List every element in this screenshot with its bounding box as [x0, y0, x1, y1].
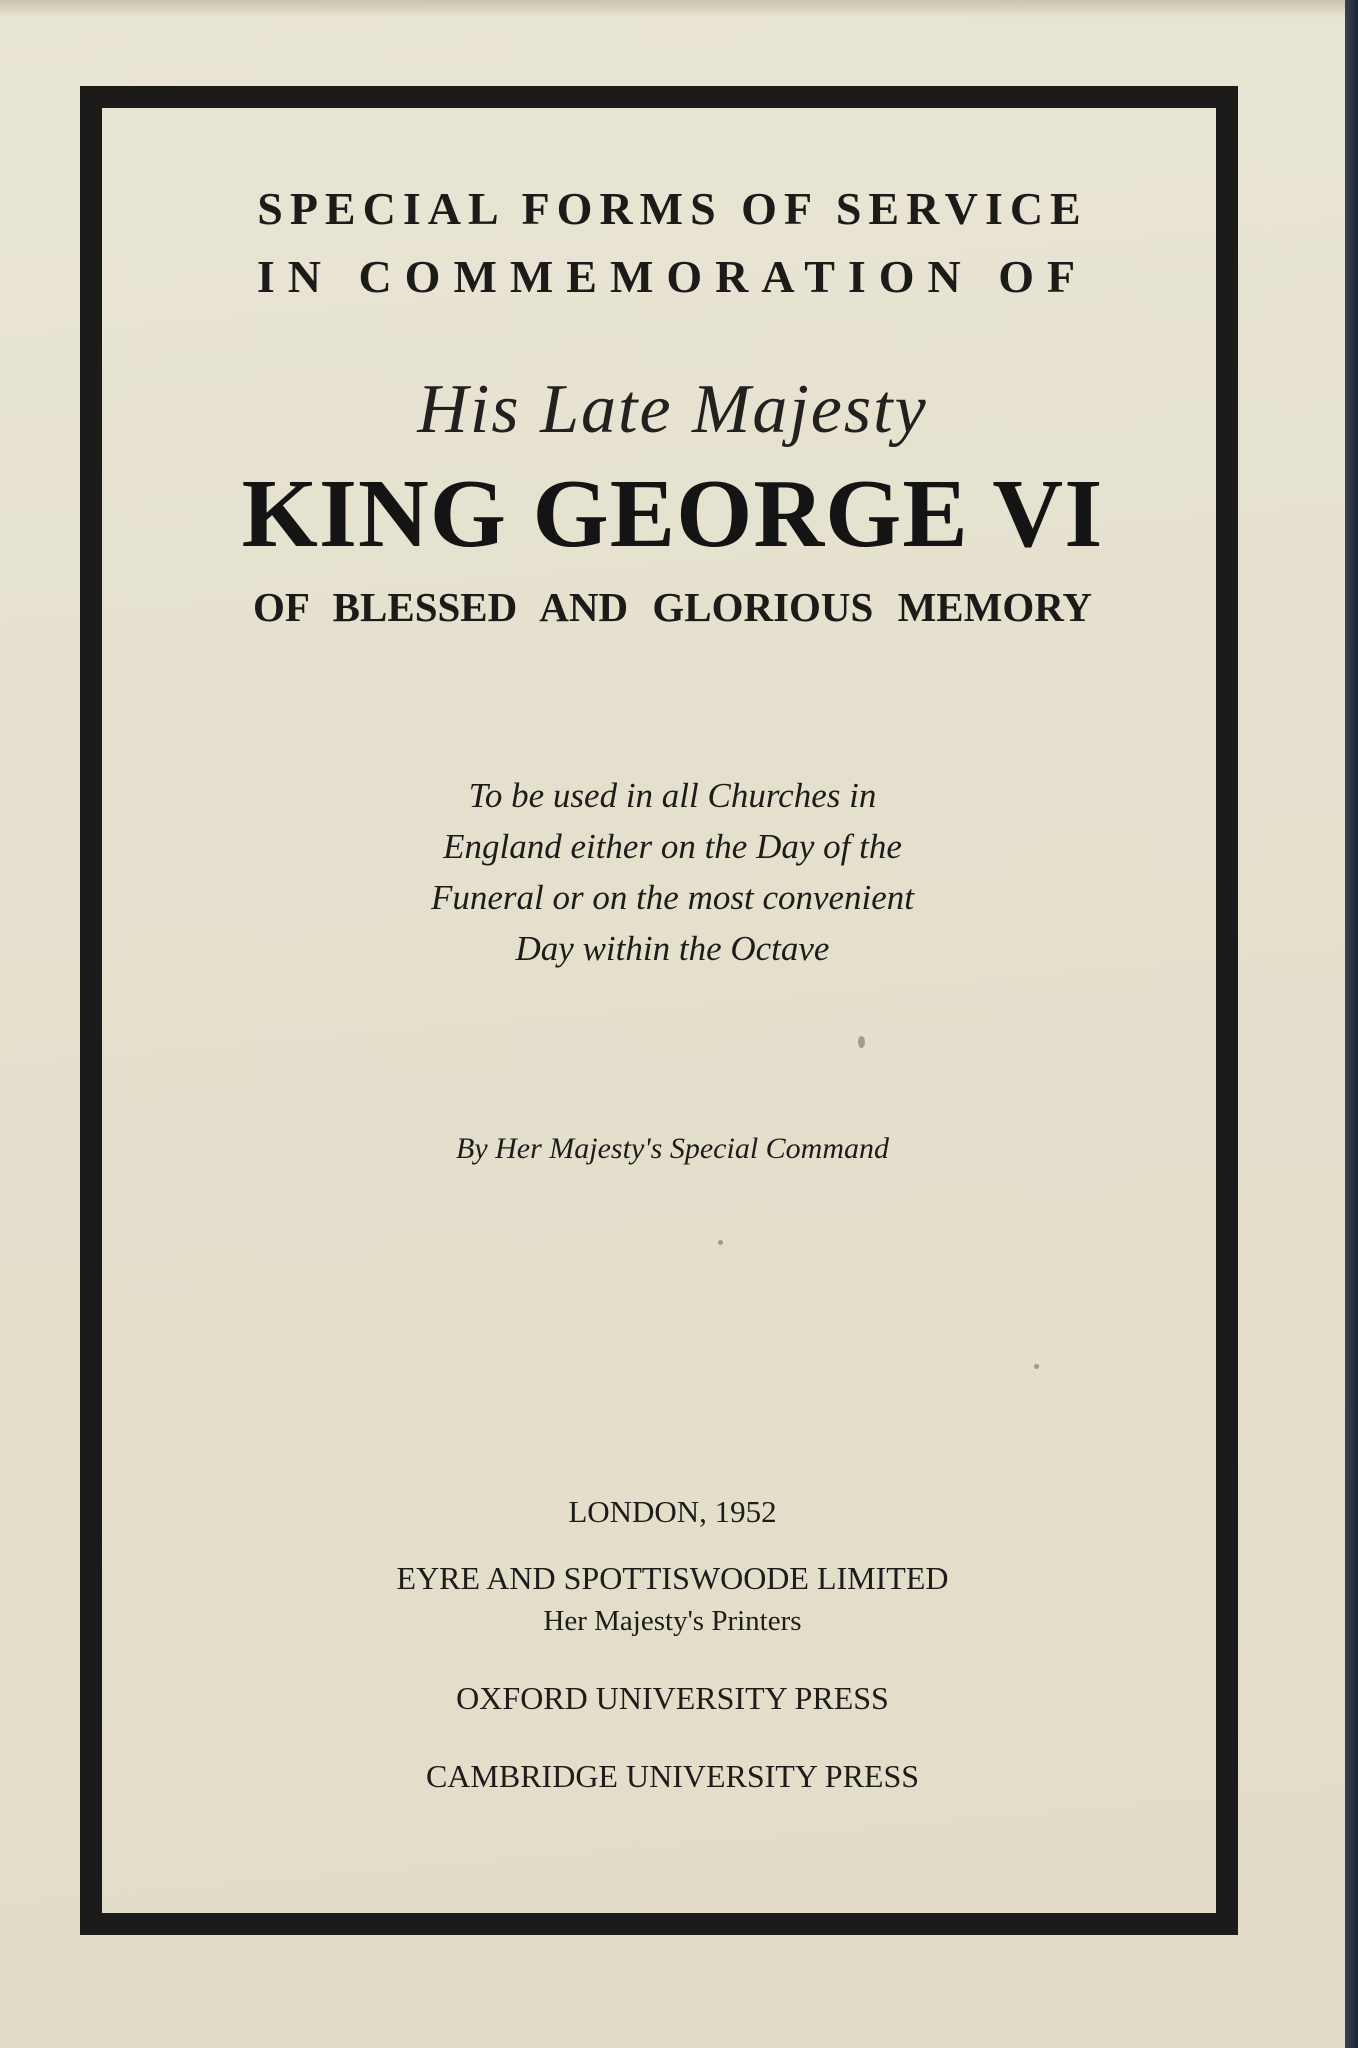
usage-line: To be used in all Churches in	[468, 776, 877, 815]
mourning-border	[80, 86, 1238, 1935]
place-date: LONDON, 1952	[568, 1494, 777, 1529]
page-edge	[1345, 0, 1358, 2048]
heading-line-2: IN COMMEMORATION OF	[256, 251, 1089, 302]
oxford-press: OXFORD UNIVERSITY PRESS	[456, 1680, 889, 1716]
usage-line: England either on the Day of the	[443, 827, 902, 866]
command-line: By Her Majesty's Special Command	[456, 1132, 889, 1165]
paper-speck	[718, 1240, 723, 1245]
usage-instructions	[0, 770, 1345, 974]
cambridge-press: CAMBRIDGE UNIVERSITY PRESS	[425, 1758, 920, 1794]
king-title: KING GEORGE VI	[241, 460, 1104, 568]
page-top-shadow	[0, 0, 1345, 18]
usage-line: Funeral or on the most convenient	[430, 878, 915, 917]
paper-speck	[858, 1036, 865, 1048]
memory-line: OF BLESSED AND GLORIOUS MEMORY	[253, 584, 1092, 630]
majesty-title: His Late Majesty	[417, 371, 928, 448]
usage-line: Day within the Octave	[515, 929, 830, 968]
printer-note: Her Majesty's Printers	[543, 1605, 802, 1637]
heading-line-1: SPECIAL FORMS OF SERVICE	[257, 183, 1088, 234]
paper-speck	[1034, 1364, 1039, 1369]
publisher: EYRE AND SPOTTISWOODE LIMITED	[396, 1560, 949, 1596]
